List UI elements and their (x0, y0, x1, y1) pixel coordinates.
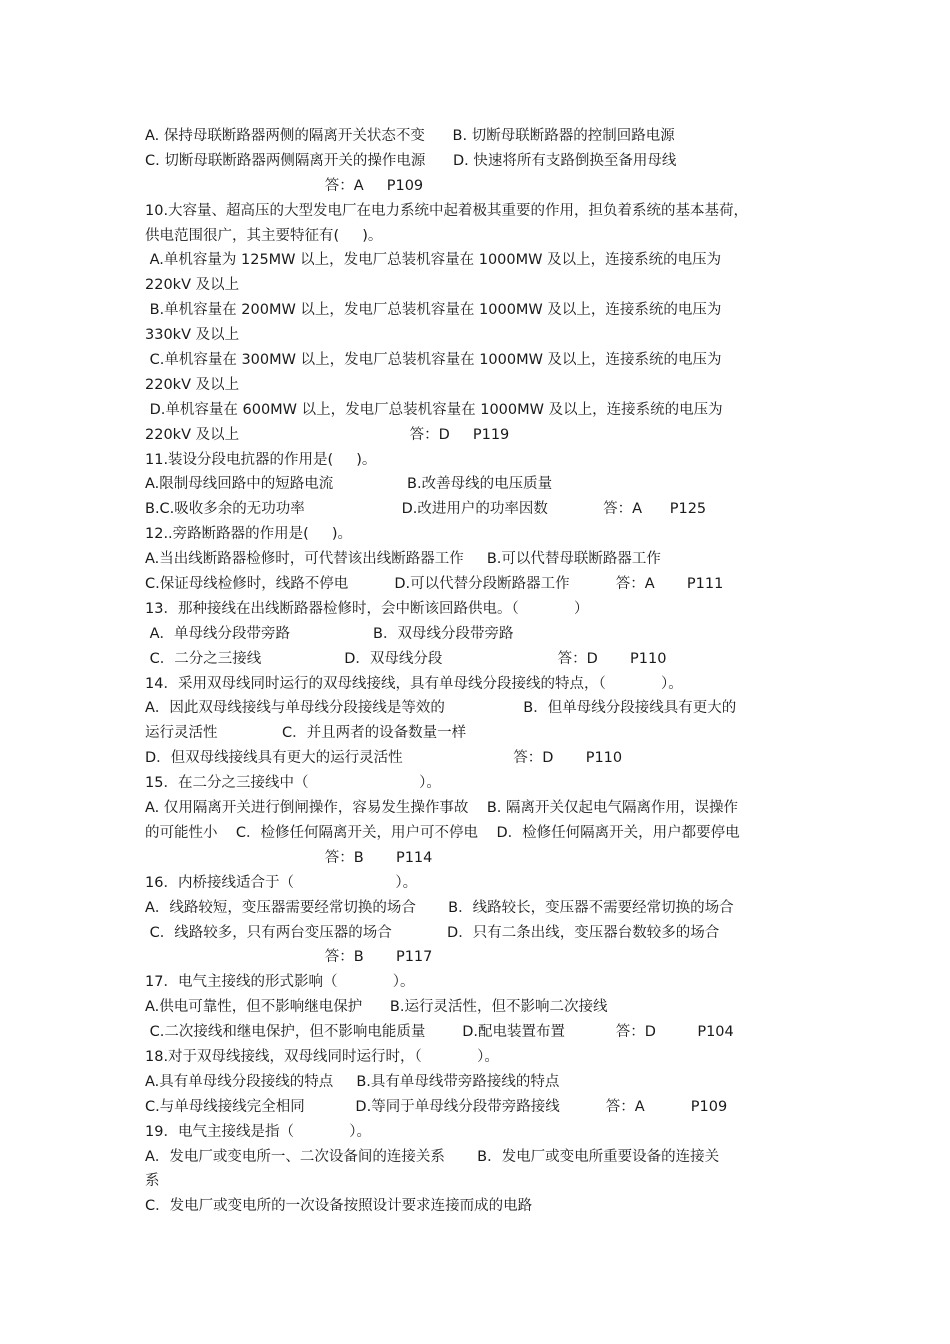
text-line: 供电范围很广，其主要特征有( )。 (145, 227, 383, 244)
option-line: A．线路较短，变压器需要经常切换的场合 B．线路较长，变压器不需要经常切换的场合 (145, 899, 734, 916)
option-line: A.单机容量为 125MW 以上，发电厂总装机容量在 1000MW 及以上，连接系统的电压为 (145, 252, 722, 269)
question-18: 18.对于双母线接线，双母线同时运行时，（ ）。 (145, 1048, 499, 1065)
option-line: A．因此双母线接线与单母线分段接线是等效的 B．但单母线分段接线具有更大的 (145, 700, 737, 717)
text-line: A. 保持母联断路器两侧的隔离开关状态不变 B. 切断母联断路器的控制回路电源 (145, 128, 675, 144)
option-line: A.供电可靠性，但不影响继电保护 B.运行灵活性，但不影响二次接线 (145, 999, 608, 1016)
question-12: 12..旁路断路器的作用是( )。 (145, 526, 353, 543)
answer-line: C.二次接线和继电保护，但不影响电能质量 D.配电装置布置 答：D P104 (145, 1024, 734, 1041)
question-11: 11.装设分段电抗器的作用是( )。 (145, 451, 377, 468)
option-line: A．单母线分段带旁路 B．双母线分段带旁路 (145, 625, 514, 642)
text-line: 系 (145, 1173, 160, 1190)
document-body (145, 124, 820, 1219)
option-line: C．线路较多，只有两台变压器的场合 D．只有二条出线，变压器台数较多的场合 (145, 924, 720, 941)
option-line: C.单机容量在 300MW 以上，发电厂总装机容量在 1000MW 及以上，连接系统的电压为 (145, 352, 722, 369)
option-line: A.限制母线回路中的短路电流 B.改善母线的电压质量 (145, 476, 553, 493)
answer-line: C.保证母线检修时，线路不停电 D.可以代替分段断路器工作 答：A P111 (145, 576, 724, 593)
option-line: B.单机容量在 200MW 以上，发电厂总装机容量在 1000MW 及以上，连接系统的电压为 (145, 302, 722, 319)
question-16: 16．内桥接线适合于（ ）。 (145, 874, 418, 891)
answer-line: B.C.吸收多余的无功功率 D.改进用户的功率因数 答：A P125 (145, 501, 707, 518)
option-line: D.单机容量在 600MW 以上，发电厂总装机容量在 1000MW 及以上，连接系统的电压为 (145, 401, 723, 418)
answer-line: 答：A P109 (145, 177, 424, 194)
text-line: 220kV 及以上 (145, 376, 240, 393)
answer-line: 答：B P117 (145, 949, 433, 966)
answer-line: C.与单母线接线完全相同 D.等同于单母线分段带旁路接线 答：A P109 (145, 1098, 728, 1115)
option-line: 的可能性小 C．检修任何隔离开关，用户可不停电 D．检修任何隔离开关，用户都要停电 (145, 824, 740, 841)
question-14: 14．采用双母线同时运行的双母线接线，具有单母线分段接线的特点，（ ）。 (145, 675, 683, 692)
option-line: 运行灵活性 C．并且两者的设备数量一样 (145, 725, 467, 742)
question-13: 13．那种接线在出线断路器检修时，会中断该回路供电。（ ） (145, 600, 589, 617)
answer-line: 答：B P114 (145, 849, 433, 866)
question-10: 10.大容量、超高压的大型发电厂在电力系统中起着极其重要的作用，担负着系统的基本基荷， (145, 202, 749, 219)
question-19: 19．电气主接线是指（ ）。 (145, 1123, 372, 1140)
option-line: A. 仅用隔离开关进行倒闸操作，容易发生操作事故 B. 隔离开关仅起电气隔离作用，误操作 (145, 800, 738, 817)
text-line: C. 切断母联断路器两侧隔离开关的操作电源 D. 快速将所有支路倒换至备用母线 (145, 152, 677, 169)
text-line: 330kV 及以上 (145, 327, 240, 344)
answer-line: C．二分之三接线 D．双母线分段 答：D P110 (145, 650, 667, 667)
option-line: A.具有单母线分段接线的特点 B.具有单母线带旁路接线的特点 (145, 1073, 560, 1090)
option-line: C．发电厂或变电所的一次设备按照设计要求连接而成的电路 (145, 1198, 533, 1215)
option-line: A．发电厂或变电所一、二次设备间的连接关系 B．发电厂或变电所重要设备的连接关 (145, 1148, 720, 1165)
question-15: 15．在二分之三接线中（ ）。 (145, 775, 441, 792)
option-line: A.当出线断路器检修时，可代替该出线断路器工作 B.可以代替母联断路器工作 (145, 551, 661, 568)
answer-line: D．但双母线接线具有更大的运行灵活性 答：D P110 (145, 750, 623, 767)
text-line: 220kV 及以上 (145, 277, 240, 294)
question-17: 17．电气主接线的形式影响（ ）。 (145, 974, 415, 991)
answer-line: 220kV 及以上 答：D P119 (145, 426, 510, 443)
